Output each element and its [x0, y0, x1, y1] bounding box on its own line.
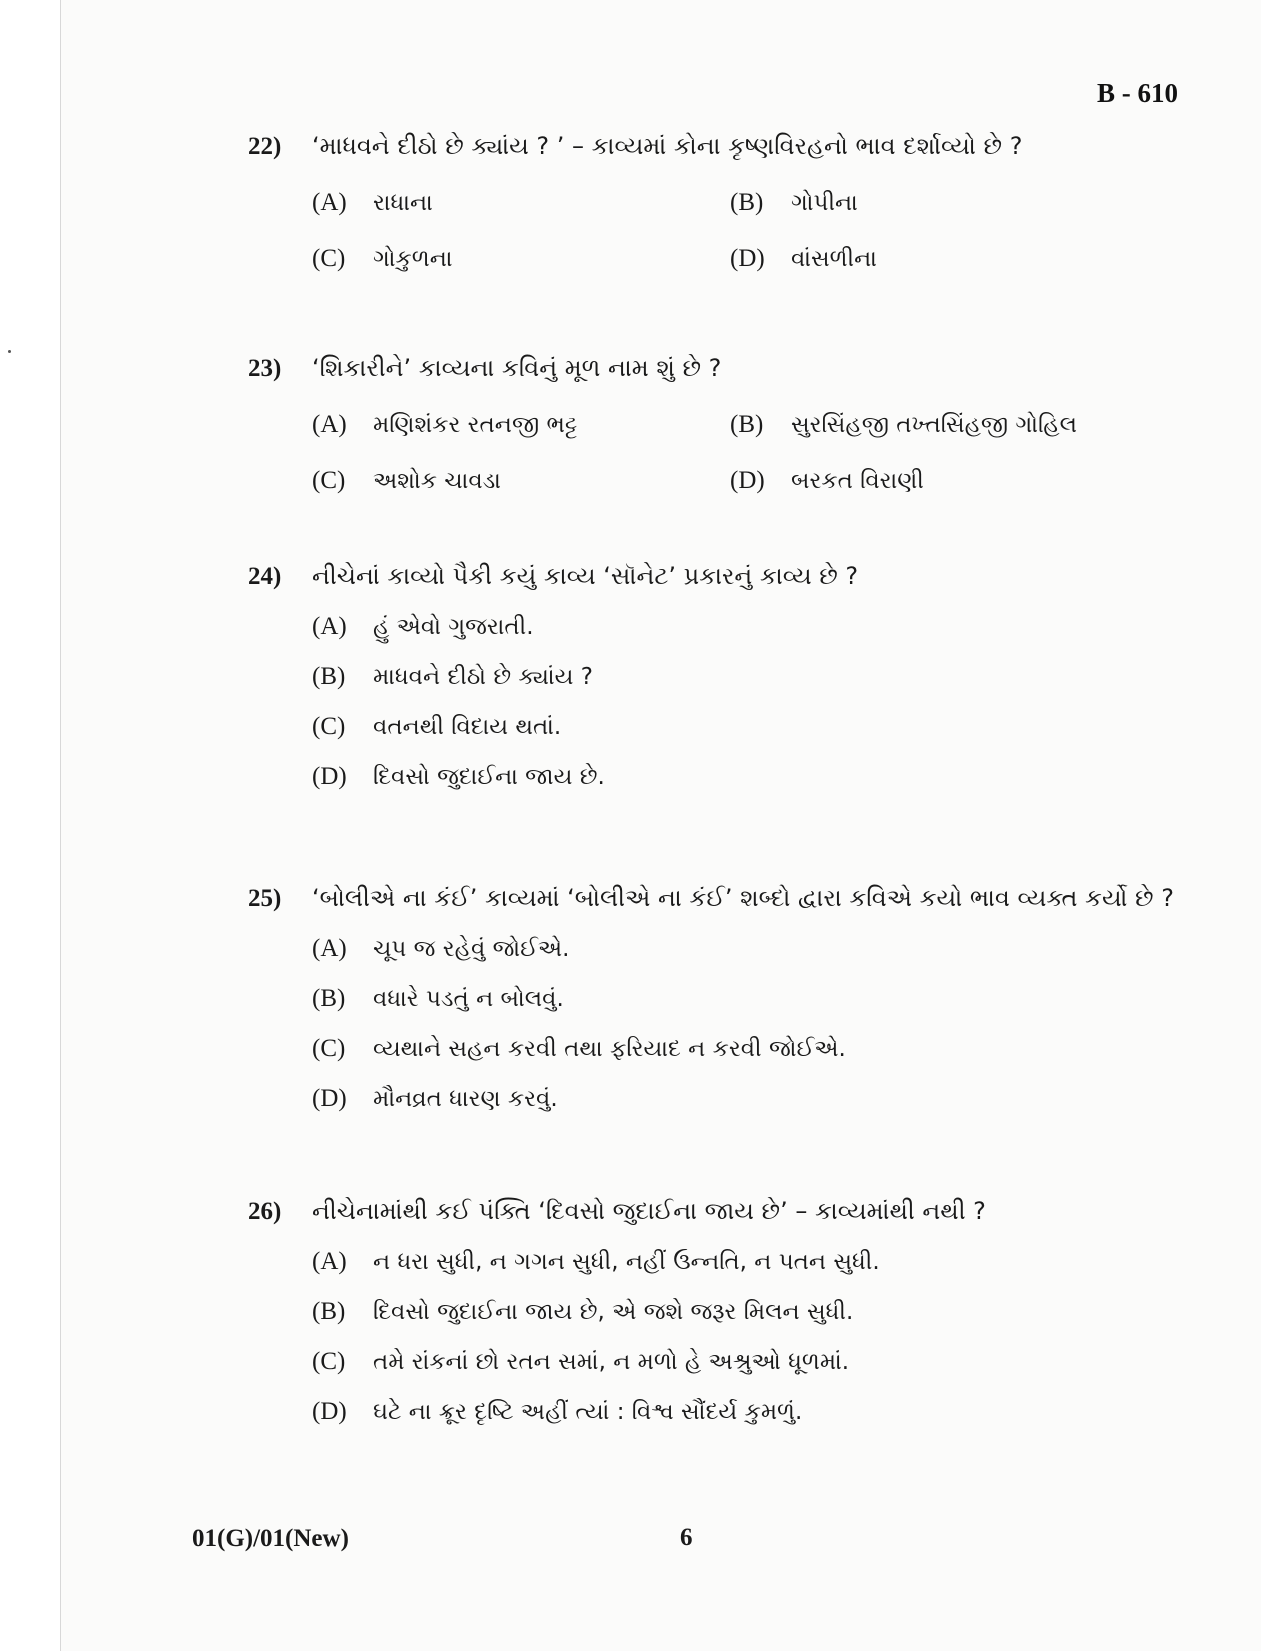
option-letter: (D): [730, 467, 765, 494]
option-text: વતનથી વિદાય થતાં.: [373, 714, 562, 740]
question-line: [248, 1197, 1168, 1226]
option-b[interactable]: [312, 985, 1168, 1013]
question-24: [248, 562, 1168, 791]
question-text: નીચેનામાંથી કઈ પંક્તિ ‘દિવસો જુદાઈના જાય છે’ – કાવ્યમાંથી નથી ?: [312, 1197, 986, 1225]
option-letter: (D): [312, 1085, 347, 1112]
option-letter: (A): [312, 935, 347, 962]
scan-speck: [8, 350, 11, 353]
option-b[interactable]: [730, 411, 1170, 439]
options-list: [312, 935, 1168, 1113]
option-c[interactable]: [312, 1035, 1168, 1063]
option-a[interactable]: [312, 1248, 1168, 1276]
option-letter: (C): [312, 467, 346, 494]
option-letter: (B): [312, 663, 346, 690]
option-b[interactable]: [312, 1298, 1168, 1326]
options-list: [312, 1248, 1168, 1426]
option-a[interactable]: [312, 935, 1168, 963]
question-number: 22): [248, 133, 282, 160]
question-25: [248, 884, 1174, 1113]
option-text: સુરસિંહજી તખ્તસિંહજી ગોહિલ: [791, 412, 1077, 438]
option-text: દિવસો જુદાઈના જાય છે, એ જશે જરૂર મિલન સુધી.: [373, 1299, 854, 1325]
question-line: [248, 132, 1168, 161]
question-text: ‘માધવને દીઠો છે ક્યાંય ? ’ – કાવ્યમાં કોના કૃષ્ણવિરહનો ભાવ દર્શાવ્યો છે ?: [312, 132, 1023, 160]
option-d[interactable]: [312, 1398, 1168, 1426]
option-d[interactable]: [730, 467, 1170, 495]
option-text: દિવસો જુદાઈના જાય છે.: [373, 764, 605, 790]
options-list: [312, 613, 1168, 791]
option-text: બરકત વિરાણી: [791, 468, 924, 494]
option-c[interactable]: [312, 467, 730, 495]
options-grid: [312, 383, 1168, 495]
option-text: હું એવો ગુજરાતી.: [373, 614, 534, 640]
option-letter: (D): [312, 763, 347, 790]
option-d[interactable]: [312, 763, 1168, 791]
option-text: વાંસળીના: [791, 246, 877, 272]
option-text: વ્યથાને સહન કરવી તથા ફરિયાદ ન કરવી જોઈએ.: [373, 1036, 846, 1062]
option-text: માધવને દીઠો છે ક્યાંય ?: [373, 664, 593, 690]
option-text: મણિશંકર રતનજી ભટ્ટ: [373, 412, 578, 438]
option-a[interactable]: [312, 189, 730, 217]
question-number: 25): [248, 885, 282, 912]
page-number: 6: [680, 1524, 693, 1551]
option-text: ન ધરા સુધી, ન ગગન સુધી, નહીં ઉન્નતિ, ન પતન સુધી.: [373, 1249, 880, 1275]
question-number: 24): [248, 563, 282, 590]
question-line: [248, 354, 1168, 383]
footer-paper-code: 01(G)/01(New): [192, 1525, 349, 1552]
question-22: [248, 132, 1168, 273]
option-letter: (B): [730, 189, 764, 216]
option-text: ગોપીના: [791, 190, 858, 216]
option-a[interactable]: [312, 411, 730, 439]
option-text: ઘટે ના ક્રૂર દૃષ્ટિ અહીં ત્યાં : વિશ્વ સૌંદર્ય કુમળું.: [373, 1399, 803, 1425]
option-c[interactable]: [312, 713, 1168, 741]
option-letter: (B): [730, 411, 764, 438]
option-letter: (D): [730, 245, 765, 272]
option-letter: (C): [312, 1348, 346, 1375]
option-b[interactable]: [730, 189, 1170, 217]
option-letter: (C): [312, 713, 346, 740]
option-d[interactable]: [312, 1085, 1168, 1113]
option-text: અશોક ચાવડા: [373, 468, 501, 494]
paper-code: B - 610: [1097, 78, 1178, 108]
question-23: [248, 354, 1168, 495]
question-line: [248, 562, 1168, 591]
option-d[interactable]: [730, 245, 1170, 273]
option-letter: (D): [312, 1398, 347, 1425]
option-c[interactable]: [312, 1348, 1168, 1376]
question-text: નીચેનાં કાવ્યો પૈકી કયું કાવ્ય ‘સૉનેટ’ પ્રકારનું કાવ્ય છે ?: [312, 562, 859, 590]
option-text: તમે રાંકનાં છો રતન સમાં, ન મળો હે અશ્રુઓ ધૂળમાં.: [373, 1349, 850, 1375]
option-letter: (B): [312, 985, 346, 1012]
option-a[interactable]: [312, 613, 1168, 641]
option-letter: (B): [312, 1298, 346, 1325]
option-text: વધારે પડતું ન બોલવું.: [373, 986, 564, 1012]
option-text: ગોકુળના: [373, 246, 453, 272]
option-letter: (C): [312, 245, 346, 272]
option-letter: (C): [312, 1035, 346, 1062]
option-text: રાધાના: [373, 190, 433, 216]
option-letter: (A): [312, 411, 347, 438]
option-letter: (A): [312, 1248, 347, 1275]
option-letter: (A): [312, 189, 347, 216]
question-text: ‘શિકારીને’ કાવ્યના કવિનું મૂળ નામ શું છે ?: [312, 354, 722, 382]
options-grid: [312, 161, 1168, 273]
question-text: ‘બોલીએ ના કંઈ’ કાવ્યમાં ‘બોલીએ ના કંઈ’ શબ્દો દ્વારા કવિએ કયો ભાવ વ્યક્ત કર્યો છે ?: [312, 884, 1174, 912]
option-text: ચૂપ જ રહેવું જોઈએ.: [373, 936, 570, 962]
question-number: 26): [248, 1198, 282, 1225]
option-letter: (A): [312, 613, 347, 640]
option-text: મૌનવ્રત ધારણ કરવું.: [373, 1086, 558, 1112]
question-26: [248, 1197, 1168, 1426]
question-number: 23): [248, 355, 282, 382]
option-c[interactable]: [312, 245, 730, 273]
option-b[interactable]: [312, 663, 1168, 691]
question-line: [248, 884, 1174, 913]
